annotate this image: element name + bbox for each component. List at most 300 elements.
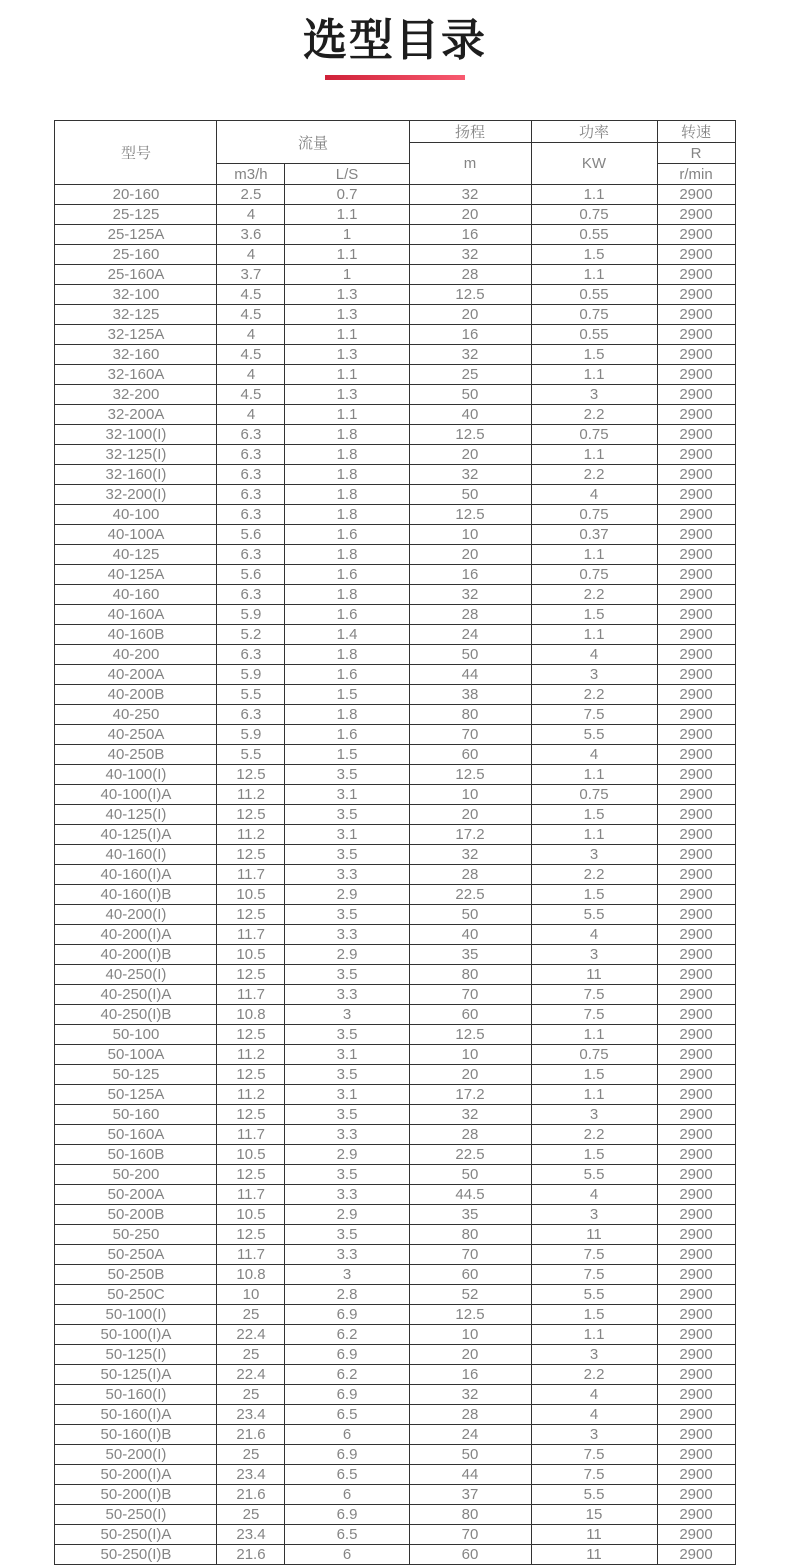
cell-model: 50-100(I)A [55, 1325, 217, 1345]
cell-speed-rpm: 2900 [657, 1065, 735, 1085]
cell-speed-rpm: 2900 [657, 505, 735, 525]
cell-head-m: 60 [409, 745, 531, 765]
table-row [55, 1385, 735, 1405]
header-model: 型号 [55, 121, 217, 185]
cell-model: 40-160B [55, 625, 217, 645]
cell-model: 25-160 [55, 245, 217, 265]
cell-model: 50-200B [55, 1205, 217, 1225]
cell-flow-m3h: 4 [217, 325, 285, 345]
cell-speed-rpm: 2900 [657, 665, 735, 685]
header-power-unit: KW [531, 143, 657, 185]
cell-model: 50-250(I) [55, 1505, 217, 1525]
cell-head-m: 80 [409, 1225, 531, 1245]
cell-speed-rpm: 2900 [657, 745, 735, 765]
table-row [55, 665, 735, 685]
cell-power-kw: 2.2 [531, 585, 657, 605]
cell-power-kw: 0.75 [531, 425, 657, 445]
table-row [55, 1525, 735, 1545]
cell-flow-m3h: 22.4 [217, 1325, 285, 1345]
cell-flow-ls: 3.5 [285, 965, 409, 985]
cell-head-m: 44 [409, 665, 531, 685]
table-row [55, 1225, 735, 1245]
cell-model: 50-250C [55, 1285, 217, 1305]
cell-head-m: 28 [409, 1125, 531, 1145]
table-row [55, 365, 735, 385]
cell-head-m: 12.5 [409, 1305, 531, 1325]
cell-speed-rpm: 2900 [657, 305, 735, 325]
cell-head-m: 50 [409, 645, 531, 665]
cell-speed-rpm: 2900 [657, 385, 735, 405]
cell-flow-ls: 6.9 [285, 1385, 409, 1405]
cell-power-kw: 3 [531, 1105, 657, 1125]
cell-head-m: 70 [409, 1245, 531, 1265]
cell-model: 40-100(I) [55, 765, 217, 785]
cell-flow-m3h: 11.7 [217, 925, 285, 945]
table-row [55, 1405, 735, 1425]
cell-speed-rpm: 2900 [657, 865, 735, 885]
cell-model: 40-250(I) [55, 965, 217, 985]
cell-flow-m3h: 5.5 [217, 745, 285, 765]
cell-flow-m3h: 25 [217, 1345, 285, 1365]
cell-power-kw: 7.5 [531, 1005, 657, 1025]
header-head-unit: m [409, 143, 531, 185]
cell-speed-rpm: 2900 [657, 1345, 735, 1365]
cell-speed-rpm: 2900 [657, 805, 735, 825]
cell-flow-ls: 3.3 [285, 985, 409, 1005]
table-row [55, 525, 735, 545]
cell-speed-rpm: 2900 [657, 565, 735, 585]
cell-head-m: 10 [409, 785, 531, 805]
cell-speed-rpm: 2900 [657, 1125, 735, 1145]
cell-flow-ls: 1.6 [285, 725, 409, 745]
cell-power-kw: 2.2 [531, 1365, 657, 1385]
cell-flow-m3h: 10.5 [217, 1205, 285, 1225]
cell-model: 40-100(I)A [55, 785, 217, 805]
cell-flow-m3h: 4.5 [217, 285, 285, 305]
cell-flow-ls: 1.6 [285, 665, 409, 685]
cell-head-m: 20 [409, 1345, 531, 1365]
cell-model: 40-200(I)B [55, 945, 217, 965]
cell-flow-m3h: 12.5 [217, 765, 285, 785]
cell-flow-ls: 2.9 [285, 1205, 409, 1225]
cell-head-m: 38 [409, 685, 531, 705]
cell-model: 50-250(I)B [55, 1545, 217, 1565]
cell-flow-m3h: 23.4 [217, 1405, 285, 1425]
cell-power-kw: 11 [531, 1225, 657, 1245]
cell-power-kw: 4 [531, 745, 657, 765]
cell-model: 50-200(I) [55, 1445, 217, 1465]
table-row [55, 765, 735, 785]
cell-flow-ls: 3.1 [285, 1045, 409, 1065]
cell-flow-m3h: 5.2 [217, 625, 285, 645]
cell-head-m: 40 [409, 405, 531, 425]
cell-speed-rpm: 2900 [657, 585, 735, 605]
cell-speed-rpm: 2900 [657, 1025, 735, 1045]
cell-flow-ls: 1.8 [285, 705, 409, 725]
cell-speed-rpm: 2900 [657, 985, 735, 1005]
cell-model: 50-200(I)A [55, 1465, 217, 1485]
cell-flow-ls: 2.9 [285, 885, 409, 905]
cell-speed-rpm: 2900 [657, 245, 735, 265]
cell-speed-rpm: 2900 [657, 1505, 735, 1525]
table-row [55, 905, 735, 925]
table-row [55, 1005, 735, 1025]
cell-speed-rpm: 2900 [657, 1325, 735, 1345]
cell-flow-ls: 3 [285, 1265, 409, 1285]
cell-head-m: 60 [409, 1265, 531, 1285]
cell-flow-ls: 6 [285, 1485, 409, 1505]
cell-head-m: 20 [409, 445, 531, 465]
cell-speed-rpm: 2900 [657, 1405, 735, 1425]
cell-power-kw: 1.5 [531, 805, 657, 825]
cell-speed-rpm: 2900 [657, 905, 735, 925]
table-row [55, 845, 735, 865]
cell-flow-ls: 2.9 [285, 1145, 409, 1165]
cell-head-m: 35 [409, 1205, 531, 1225]
table-row [55, 1505, 735, 1525]
cell-model: 32-160(I) [55, 465, 217, 485]
cell-power-kw: 3 [531, 1345, 657, 1365]
cell-model: 32-100 [55, 285, 217, 305]
cell-power-kw: 1.1 [531, 365, 657, 385]
cell-flow-m3h: 11.7 [217, 1245, 285, 1265]
cell-flow-m3h: 12.5 [217, 905, 285, 925]
table-row [55, 745, 735, 765]
cell-flow-ls: 1.8 [285, 425, 409, 445]
cell-head-m: 32 [409, 585, 531, 605]
table-row [55, 385, 735, 405]
cell-power-kw: 5.5 [531, 1485, 657, 1505]
cell-speed-rpm: 2900 [657, 1205, 735, 1225]
cell-speed-rpm: 2900 [657, 1545, 735, 1565]
cell-model: 32-200A [55, 405, 217, 425]
cell-flow-m3h: 11.7 [217, 985, 285, 1005]
cell-speed-rpm: 2900 [657, 1425, 735, 1445]
cell-speed-rpm: 2900 [657, 1005, 735, 1025]
cell-flow-ls: 1.1 [285, 405, 409, 425]
cell-power-kw: 0.55 [531, 285, 657, 305]
cell-flow-m3h: 4 [217, 365, 285, 385]
cell-power-kw: 7.5 [531, 1245, 657, 1265]
cell-flow-ls: 3 [285, 1005, 409, 1025]
cell-power-kw: 11 [531, 1545, 657, 1565]
cell-head-m: 80 [409, 705, 531, 725]
table-row [55, 485, 735, 505]
cell-head-m: 20 [409, 805, 531, 825]
table-row [55, 185, 735, 205]
table-row [55, 925, 735, 945]
cell-power-kw: 15 [531, 1505, 657, 1525]
table-row [55, 345, 735, 365]
cell-model: 32-160 [55, 345, 217, 365]
cell-model: 40-250B [55, 745, 217, 765]
cell-flow-ls: 3.5 [285, 905, 409, 925]
cell-head-m: 28 [409, 1405, 531, 1425]
cell-power-kw: 0.55 [531, 325, 657, 345]
cell-speed-rpm: 2900 [657, 765, 735, 785]
cell-power-kw: 0.75 [531, 565, 657, 585]
cell-flow-ls: 6 [285, 1425, 409, 1445]
cell-flow-m3h: 4.5 [217, 305, 285, 325]
cell-flow-ls: 3.5 [285, 1225, 409, 1245]
cell-head-m: 80 [409, 1505, 531, 1525]
cell-power-kw: 4 [531, 925, 657, 945]
cell-model: 50-250 [55, 1225, 217, 1245]
cell-power-kw: 0.75 [531, 505, 657, 525]
cell-speed-rpm: 2900 [657, 185, 735, 205]
cell-speed-rpm: 2900 [657, 965, 735, 985]
cell-flow-ls: 6.9 [285, 1505, 409, 1525]
cell-model: 40-200B [55, 685, 217, 705]
cell-flow-ls: 1.3 [285, 305, 409, 325]
cell-flow-m3h: 10 [217, 1285, 285, 1305]
cell-power-kw: 1.5 [531, 605, 657, 625]
table-row [55, 305, 735, 325]
cell-model: 50-125(I) [55, 1345, 217, 1365]
cell-speed-rpm: 2900 [657, 265, 735, 285]
cell-flow-m3h: 11.7 [217, 1185, 285, 1205]
cell-model: 50-250B [55, 1265, 217, 1285]
cell-model: 40-125(I) [55, 805, 217, 825]
cell-flow-m3h: 11.2 [217, 825, 285, 845]
cell-flow-ls: 6.9 [285, 1345, 409, 1365]
cell-flow-m3h: 10.5 [217, 885, 285, 905]
cell-power-kw: 1.1 [531, 265, 657, 285]
cell-model: 40-250 [55, 705, 217, 725]
cell-speed-rpm: 2900 [657, 645, 735, 665]
table-row [55, 1265, 735, 1285]
cell-flow-m3h: 25 [217, 1505, 285, 1525]
cell-model: 50-200A [55, 1185, 217, 1205]
cell-flow-m3h: 5.9 [217, 725, 285, 745]
table-row [55, 965, 735, 985]
cell-flow-ls: 6.5 [285, 1525, 409, 1545]
cell-model: 32-125A [55, 325, 217, 345]
table-row [55, 245, 735, 265]
cell-flow-ls: 6 [285, 1545, 409, 1565]
table-row [55, 1305, 735, 1325]
cell-model: 50-160(I)A [55, 1405, 217, 1425]
header-speed: 转速 [657, 121, 735, 143]
cell-speed-rpm: 2900 [657, 405, 735, 425]
cell-power-kw: 3 [531, 945, 657, 965]
cell-flow-ls: 1.6 [285, 565, 409, 585]
table-row [55, 565, 735, 585]
cell-power-kw: 5.5 [531, 1285, 657, 1305]
cell-speed-rpm: 2900 [657, 925, 735, 945]
cell-speed-rpm: 2900 [657, 705, 735, 725]
cell-flow-ls: 3.5 [285, 1165, 409, 1185]
cell-head-m: 50 [409, 1445, 531, 1465]
cell-power-kw: 1.1 [531, 545, 657, 565]
cell-head-m: 25 [409, 365, 531, 385]
cell-flow-ls: 6.2 [285, 1325, 409, 1345]
cell-head-m: 20 [409, 1065, 531, 1085]
cell-flow-ls: 1.4 [285, 625, 409, 645]
cell-power-kw: 4 [531, 1385, 657, 1405]
cell-power-kw: 1.5 [531, 1145, 657, 1165]
cell-flow-ls: 6.9 [285, 1305, 409, 1325]
cell-flow-ls: 1.8 [285, 485, 409, 505]
table-row [55, 1125, 735, 1145]
cell-head-m: 32 [409, 1385, 531, 1405]
cell-power-kw: 5.5 [531, 725, 657, 745]
cell-head-m: 12.5 [409, 765, 531, 785]
cell-power-kw: 4 [531, 485, 657, 505]
table-row [55, 805, 735, 825]
table-row [55, 725, 735, 745]
cell-model: 50-160 [55, 1105, 217, 1125]
cell-flow-ls: 1.3 [285, 345, 409, 365]
table-row [55, 505, 735, 525]
table-row [55, 1165, 735, 1185]
cell-flow-m3h: 5.9 [217, 665, 285, 685]
cell-flow-ls: 3.1 [285, 1085, 409, 1105]
table-row [55, 685, 735, 705]
cell-flow-m3h: 5.9 [217, 605, 285, 625]
cell-flow-ls: 6.5 [285, 1465, 409, 1485]
cell-flow-m3h: 12.5 [217, 1225, 285, 1245]
cell-speed-rpm: 2900 [657, 1465, 735, 1485]
table-row [55, 585, 735, 605]
cell-flow-ls: 1.8 [285, 545, 409, 565]
cell-flow-ls: 3.1 [285, 825, 409, 845]
cell-power-kw: 2.2 [531, 685, 657, 705]
cell-model: 40-160(I) [55, 845, 217, 865]
cell-model: 40-125 [55, 545, 217, 565]
cell-speed-rpm: 2900 [657, 1145, 735, 1165]
cell-head-m: 24 [409, 625, 531, 645]
table-row [55, 1445, 735, 1465]
cell-model: 50-125 [55, 1065, 217, 1085]
title-underline [325, 75, 465, 80]
cell-power-kw: 7.5 [531, 705, 657, 725]
cell-power-kw: 7.5 [531, 1445, 657, 1465]
cell-flow-m3h: 11.2 [217, 1045, 285, 1065]
cell-model: 50-250A [55, 1245, 217, 1265]
cell-power-kw: 1.1 [531, 1085, 657, 1105]
cell-model: 40-100A [55, 525, 217, 545]
header-flow-m3h: m3/h [217, 164, 285, 185]
cell-model: 40-160(I)B [55, 885, 217, 905]
page-title: 选型目录 [303, 16, 487, 65]
cell-flow-m3h: 5.6 [217, 525, 285, 545]
cell-flow-m3h: 5.6 [217, 565, 285, 585]
cell-flow-ls: 1.8 [285, 505, 409, 525]
table-row [55, 1345, 735, 1365]
cell-flow-m3h: 11.7 [217, 1125, 285, 1145]
cell-flow-ls: 0.7 [285, 185, 409, 205]
cell-model: 40-160A [55, 605, 217, 625]
cell-flow-ls: 2.9 [285, 945, 409, 965]
table-row [55, 825, 735, 845]
cell-flow-m3h: 12.5 [217, 805, 285, 825]
cell-power-kw: 11 [531, 1525, 657, 1545]
cell-flow-ls: 3.5 [285, 1065, 409, 1085]
cell-speed-rpm: 2900 [657, 485, 735, 505]
cell-head-m: 32 [409, 185, 531, 205]
table-row [55, 1425, 735, 1445]
cell-head-m: 12.5 [409, 425, 531, 445]
cell-flow-m3h: 6.3 [217, 485, 285, 505]
cell-flow-m3h: 12.5 [217, 1105, 285, 1125]
cell-flow-ls: 1 [285, 265, 409, 285]
cell-head-m: 37 [409, 1485, 531, 1505]
cell-model: 32-125 [55, 305, 217, 325]
table-row [55, 325, 735, 345]
cell-power-kw: 0.75 [531, 205, 657, 225]
cell-head-m: 10 [409, 1325, 531, 1345]
page-header [0, 0, 790, 80]
cell-speed-rpm: 2900 [657, 1305, 735, 1325]
cell-head-m: 12.5 [409, 1025, 531, 1045]
cell-head-m: 32 [409, 845, 531, 865]
cell-head-m: 16 [409, 565, 531, 585]
cell-model: 25-160A [55, 265, 217, 285]
table-row [55, 405, 735, 425]
cell-flow-ls: 3.5 [285, 805, 409, 825]
cell-flow-m3h: 6.3 [217, 705, 285, 725]
table-row [55, 1465, 735, 1485]
cell-power-kw: 1.1 [531, 765, 657, 785]
cell-flow-ls: 2.8 [285, 1285, 409, 1305]
cell-speed-rpm: 2900 [657, 1525, 735, 1545]
table-row [55, 1205, 735, 1225]
header-power: 功率 [531, 121, 657, 143]
cell-speed-rpm: 2900 [657, 1265, 735, 1285]
cell-head-m: 17.2 [409, 1085, 531, 1105]
table-row [55, 1245, 735, 1265]
table-row [55, 445, 735, 465]
cell-flow-m3h: 4.5 [217, 385, 285, 405]
table-body [55, 185, 735, 1565]
cell-flow-ls: 1.6 [285, 605, 409, 625]
selection-catalog-table [54, 120, 735, 1565]
cell-head-m: 32 [409, 245, 531, 265]
cell-model: 50-200(I)B [55, 1485, 217, 1505]
cell-flow-ls: 3.3 [285, 1125, 409, 1145]
table-row [55, 465, 735, 485]
table-row [55, 265, 735, 285]
cell-speed-rpm: 2900 [657, 945, 735, 965]
cell-model: 50-160(I) [55, 1385, 217, 1405]
table-row [55, 1065, 735, 1085]
cell-head-m: 20 [409, 305, 531, 325]
cell-model: 50-100A [55, 1045, 217, 1065]
cell-power-kw: 7.5 [531, 1265, 657, 1285]
cell-flow-m3h: 23.4 [217, 1465, 285, 1485]
cell-speed-rpm: 2900 [657, 445, 735, 465]
cell-power-kw: 2.2 [531, 865, 657, 885]
cell-head-m: 20 [409, 545, 531, 565]
cell-flow-ls: 1.8 [285, 465, 409, 485]
cell-model: 50-250(I)A [55, 1525, 217, 1545]
cell-speed-rpm: 2900 [657, 1385, 735, 1405]
cell-speed-rpm: 2900 [657, 325, 735, 345]
cell-model: 20-160 [55, 185, 217, 205]
cell-speed-rpm: 2900 [657, 1225, 735, 1245]
cell-flow-ls: 6.2 [285, 1365, 409, 1385]
table-row [55, 645, 735, 665]
cell-head-m: 70 [409, 725, 531, 745]
cell-speed-rpm: 2900 [657, 465, 735, 485]
cell-head-m: 52 [409, 1285, 531, 1305]
cell-flow-m3h: 3.6 [217, 225, 285, 245]
cell-flow-m3h: 25 [217, 1445, 285, 1465]
cell-power-kw: 7.5 [531, 985, 657, 1005]
table-row [55, 1105, 735, 1125]
cell-head-m: 32 [409, 345, 531, 365]
